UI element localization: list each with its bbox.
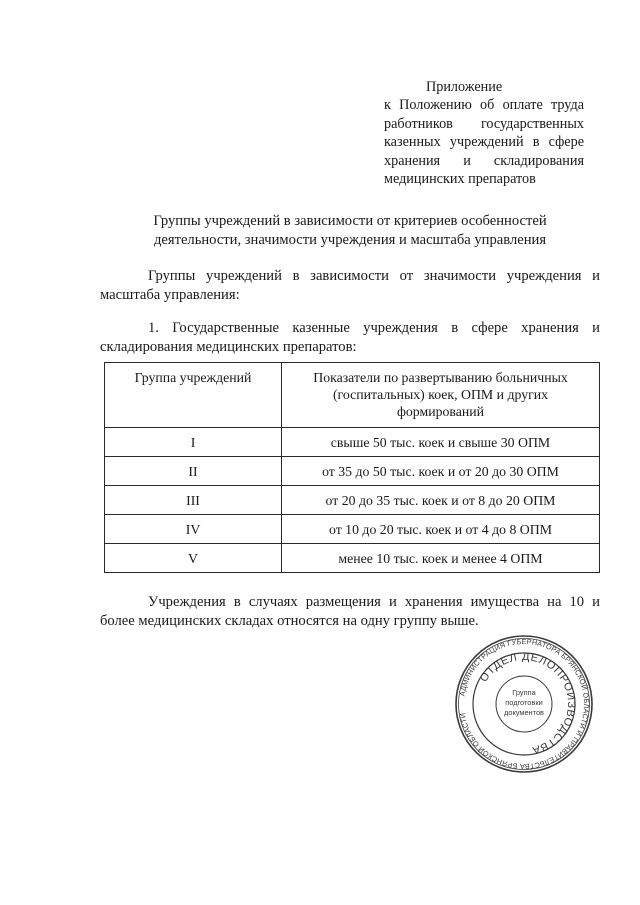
- closing-paragraph: [100, 593, 600, 630]
- intro-paragraph: [100, 267, 600, 304]
- group-cell: V: [105, 544, 282, 573]
- group-cell: I: [105, 428, 282, 457]
- indicator-cell: от 20 до 35 тыс. коек и от 8 до 20 ОПМ: [282, 486, 600, 515]
- stamp-center-line: Группа: [512, 688, 536, 697]
- paragraph-line: более медицинских складах относятся на одну группу выше.: [100, 612, 479, 629]
- indicator-cell: от 10 до 20 тыс. коек и от 4 до 8 ОПМ: [282, 515, 600, 544]
- paragraph-line: складирования медицинских препаратов:: [100, 338, 357, 355]
- header-group: Группа учреждений: [105, 363, 282, 428]
- stamp-inner-text: ОТДЕЛ ДЕЛОПРОИЗВОДСТВА: [477, 650, 578, 757]
- indicator-cell: менее 10 тыс. коек и менее 4 ОПМ: [282, 544, 600, 573]
- table-row: [105, 544, 600, 573]
- groups-table: [104, 362, 600, 573]
- appendix-line: к Положению об оплате труда: [384, 97, 584, 114]
- table-row: [105, 515, 600, 544]
- appendix-line: медицинских препаратов: [384, 171, 536, 188]
- paragraph-line: масштаба управления:: [100, 286, 240, 303]
- table-row: [105, 486, 600, 515]
- paragraph-line: Группы учреждений в зависимости от значимости учреждения и: [148, 268, 600, 284]
- appendix-header: [384, 78, 584, 188]
- header-indicator: Показатели по развертыванию больничных (госпитальных) коек, ОПМ и других формирований: [282, 363, 600, 428]
- table-row: [105, 457, 600, 486]
- group-cell: III: [105, 486, 282, 515]
- indicator-cell: свыше 50 тыс. коек и свыше 30 ОПМ: [282, 428, 600, 457]
- table-header-row: [105, 363, 600, 428]
- stamp-center-line: документов: [504, 708, 544, 717]
- indicator-cell: от 35 до 50 тыс. коек и от 20 до 30 ОПМ: [282, 457, 600, 486]
- section-paragraph: [100, 319, 600, 356]
- title-line: деятельности, значимости учреждения и масштаба управления: [153, 231, 547, 248]
- paragraph-line: 1. Государственные казенные учреждения в сфере хранения и: [148, 320, 600, 336]
- document-title: [100, 212, 600, 249]
- stamp-center-line: подготовки: [505, 698, 543, 707]
- appendix-line: работников государственных: [384, 115, 584, 132]
- office-stamp: [454, 634, 594, 774]
- group-cell: IV: [105, 515, 282, 544]
- appendix-line: хранения и складирования: [384, 152, 584, 169]
- group-cell: II: [105, 457, 282, 486]
- title-line: Группы учреждений в зависимости от критериев особенностей: [153, 213, 547, 229]
- paragraph-line: Учреждения в случаях размещения и хранения имущества на 10 и: [148, 594, 600, 610]
- stamp-outer-text: АДМИНИСТРАЦИЯ ГУБЕРНАТОРА БРЯНСКОЙ ОБЛАСТИ И ПРАВИТЕЛЬСТВА БРЯНСКОЙ ОБЛАСТИ: [457, 636, 592, 772]
- appendix-line: Приложение: [426, 79, 503, 95]
- table-row: [105, 428, 600, 457]
- appendix-line: казенных учреждений в сфере: [384, 134, 584, 151]
